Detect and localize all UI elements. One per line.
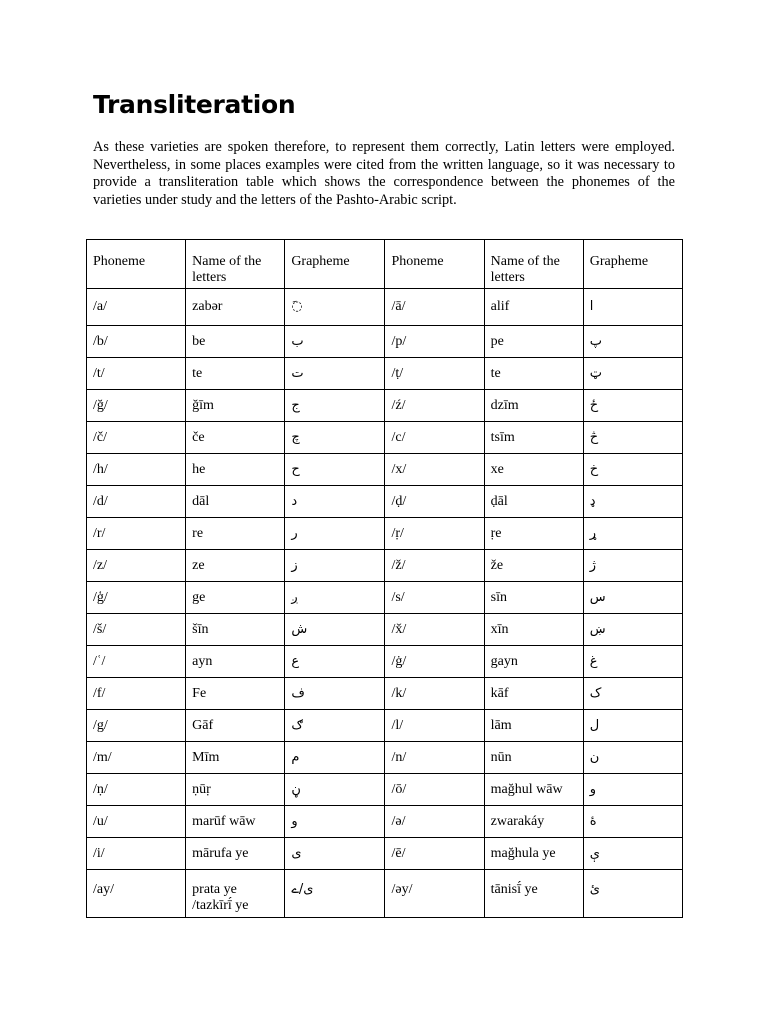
cell-letter-name: Mīm bbox=[186, 742, 285, 774]
cell-grapheme: َ◌ bbox=[285, 289, 385, 326]
cell-phoneme: /x̌/ bbox=[385, 614, 484, 646]
cell-phoneme: /l/ bbox=[385, 710, 484, 742]
cell-phoneme: /əy/ bbox=[385, 870, 484, 918]
cell-letter-name: pe bbox=[484, 326, 583, 358]
cell-phoneme: /ay/ bbox=[87, 870, 186, 918]
cell-grapheme: ئ bbox=[583, 870, 682, 918]
table-row bbox=[87, 646, 683, 678]
cell-phoneme: /g/ bbox=[87, 710, 186, 742]
cell-grapheme: ړ bbox=[583, 518, 682, 550]
cell-grapheme: ف bbox=[285, 678, 385, 710]
cell-letter-name: xīn bbox=[484, 614, 583, 646]
cell-letter-name: ayn bbox=[186, 646, 285, 678]
transliteration-table bbox=[86, 239, 683, 918]
cell-phoneme: /t/ bbox=[87, 358, 186, 390]
cell-grapheme: ښ bbox=[583, 614, 682, 646]
cell-phoneme: /h/ bbox=[87, 454, 186, 486]
cell-letter-name: alif bbox=[484, 289, 583, 326]
cell-grapheme: م bbox=[285, 742, 385, 774]
table-row bbox=[87, 390, 683, 422]
cell-letter-name: ze bbox=[186, 550, 285, 582]
cell-letter-name: lām bbox=[484, 710, 583, 742]
cell-phoneme: /x/ bbox=[385, 454, 484, 486]
cell-grapheme: ح bbox=[285, 454, 385, 486]
cell-phoneme: /ʿ/ bbox=[87, 646, 186, 678]
table-row bbox=[87, 838, 683, 870]
table-row bbox=[87, 710, 683, 742]
cell-phoneme: /ṇ/ bbox=[87, 774, 186, 806]
cell-phoneme: /ġ/ bbox=[385, 646, 484, 678]
cell-letter-name: prata ye /tazkīrī́ ye bbox=[186, 870, 285, 918]
cell-phoneme: /č/ bbox=[87, 422, 186, 454]
cell-grapheme: پ bbox=[583, 326, 682, 358]
table-row bbox=[87, 806, 683, 838]
cell-letter-name: dāl bbox=[186, 486, 285, 518]
cell-phoneme: /ģ/ bbox=[87, 582, 186, 614]
cell-phoneme: /d/ bbox=[87, 486, 186, 518]
cell-phoneme: /p/ bbox=[385, 326, 484, 358]
cell-grapheme: د bbox=[285, 486, 385, 518]
cell-grapheme: ږ bbox=[285, 582, 385, 614]
header-grapheme-2: Grapheme bbox=[583, 240, 682, 289]
cell-phoneme: /ź/ bbox=[385, 390, 484, 422]
table-header-row bbox=[87, 240, 683, 289]
table-row bbox=[87, 289, 683, 326]
cell-phoneme: /z/ bbox=[87, 550, 186, 582]
cell-grapheme: ی bbox=[285, 838, 385, 870]
cell-grapheme: ش bbox=[285, 614, 385, 646]
cell-phoneme: /u/ bbox=[87, 806, 186, 838]
table-row bbox=[87, 614, 683, 646]
cell-phoneme: /š/ bbox=[87, 614, 186, 646]
cell-grapheme: ع bbox=[285, 646, 385, 678]
cell-letter-name: he bbox=[186, 454, 285, 486]
table-row bbox=[87, 326, 683, 358]
cell-phoneme: /ā/ bbox=[385, 289, 484, 326]
table-row bbox=[87, 358, 683, 390]
cell-phoneme: /ṛ/ bbox=[385, 518, 484, 550]
cell-phoneme: /ō/ bbox=[385, 774, 484, 806]
cell-grapheme: ب bbox=[285, 326, 385, 358]
cell-grapheme: خ bbox=[583, 454, 682, 486]
cell-letter-name: marūf wāw bbox=[186, 806, 285, 838]
cell-grapheme: ګ bbox=[285, 710, 385, 742]
cell-grapheme: و bbox=[285, 806, 385, 838]
header-letter-name-2: Name of the letters bbox=[484, 240, 583, 289]
cell-letter-name: tsīm bbox=[484, 422, 583, 454]
cell-grapheme: س bbox=[583, 582, 682, 614]
table-row bbox=[87, 774, 683, 806]
cell-letter-name: ğīm bbox=[186, 390, 285, 422]
header-grapheme: Grapheme bbox=[285, 240, 385, 289]
cell-letter-name: re bbox=[186, 518, 285, 550]
table-row bbox=[87, 870, 683, 918]
cell-letter-name: ge bbox=[186, 582, 285, 614]
cell-grapheme: و bbox=[583, 774, 682, 806]
cell-letter-name: kāf bbox=[484, 678, 583, 710]
cell-grapheme: ټ bbox=[583, 358, 682, 390]
cell-phoneme: /n/ bbox=[385, 742, 484, 774]
cell-phoneme: /c/ bbox=[385, 422, 484, 454]
table-row bbox=[87, 550, 683, 582]
cell-phoneme: /ž/ bbox=[385, 550, 484, 582]
header-phoneme: Phoneme bbox=[87, 240, 186, 289]
cell-letter-name: be bbox=[186, 326, 285, 358]
cell-phoneme: /ə/ bbox=[385, 806, 484, 838]
cell-letter-name: zabər bbox=[186, 289, 285, 326]
cell-letter-name: zwarakáy bbox=[484, 806, 583, 838]
cell-grapheme: ۀ bbox=[583, 806, 682, 838]
cell-grapheme: ج bbox=[285, 390, 385, 422]
cell-letter-name: nūn bbox=[484, 742, 583, 774]
cell-letter-name: Gāf bbox=[186, 710, 285, 742]
cell-grapheme: ن bbox=[583, 742, 682, 774]
cell-phoneme: /i/ bbox=[87, 838, 186, 870]
table-row bbox=[87, 582, 683, 614]
cell-phoneme: /a/ bbox=[87, 289, 186, 326]
cell-phoneme: /b/ bbox=[87, 326, 186, 358]
cell-letter-name: mağhul wāw bbox=[484, 774, 583, 806]
cell-letter-name: ṇūṛ bbox=[186, 774, 285, 806]
cell-phoneme: /ē/ bbox=[385, 838, 484, 870]
cell-letter-name: če bbox=[186, 422, 285, 454]
table-row bbox=[87, 678, 683, 710]
table-row bbox=[87, 518, 683, 550]
table-body bbox=[87, 240, 683, 918]
cell-letter-name: ḍāl bbox=[484, 486, 583, 518]
cell-grapheme: ځ bbox=[583, 390, 682, 422]
cell-letter-name: mārufa ye bbox=[186, 838, 285, 870]
cell-grapheme: ر bbox=[285, 518, 385, 550]
cell-grapheme: چ bbox=[285, 422, 385, 454]
cell-grapheme: ڼ bbox=[285, 774, 385, 806]
cell-grapheme: ز bbox=[285, 550, 385, 582]
cell-letter-name: dzīm bbox=[484, 390, 583, 422]
cell-grapheme: ژ bbox=[583, 550, 682, 582]
cell-letter-name: te bbox=[484, 358, 583, 390]
cell-phoneme: /ḍ/ bbox=[385, 486, 484, 518]
table-row bbox=[87, 486, 683, 518]
page-title: Transliteration bbox=[93, 90, 296, 119]
header-letter-name: Name of the letters bbox=[186, 240, 285, 289]
intro-paragraph: As these varieties are spoken therefore, to represent them correctly, Latin letters were employed. Nevertheless, in some places examples were cited from the written language, so it was necessary to provide a transliteration table which shows the correspondence between the phonemes of the varieties under study and the letters of the Pashto-Arabic script. bbox=[93, 139, 675, 208]
cell-phoneme: /s/ bbox=[385, 582, 484, 614]
cell-letter-name: že bbox=[484, 550, 583, 582]
cell-phoneme: /m/ bbox=[87, 742, 186, 774]
cell-letter-name: tānisī́ ye bbox=[484, 870, 583, 918]
cell-letter-name: xe bbox=[484, 454, 583, 486]
cell-letter-name: gayn bbox=[484, 646, 583, 678]
table-row bbox=[87, 454, 683, 486]
cell-phoneme: /ğ/ bbox=[87, 390, 186, 422]
table-row bbox=[87, 422, 683, 454]
cell-grapheme: ډ bbox=[583, 486, 682, 518]
cell-grapheme: ل bbox=[583, 710, 682, 742]
cell-grapheme: ک bbox=[583, 678, 682, 710]
cell-phoneme: /k/ bbox=[385, 678, 484, 710]
cell-letter-name: sīn bbox=[484, 582, 583, 614]
cell-letter-name: te bbox=[186, 358, 285, 390]
cell-grapheme: څ bbox=[583, 422, 682, 454]
cell-grapheme: غ bbox=[583, 646, 682, 678]
cell-grapheme: ی/ے bbox=[285, 870, 385, 918]
cell-phoneme: /f/ bbox=[87, 678, 186, 710]
cell-letter-name: šīn bbox=[186, 614, 285, 646]
cell-phoneme: /r/ bbox=[87, 518, 186, 550]
header-phoneme-2: Phoneme bbox=[385, 240, 484, 289]
cell-letter-name: mağhula ye bbox=[484, 838, 583, 870]
cell-grapheme: ت bbox=[285, 358, 385, 390]
cell-grapheme: ا bbox=[583, 289, 682, 326]
cell-letter-name: ṛe bbox=[484, 518, 583, 550]
cell-letter-name: Fe bbox=[186, 678, 285, 710]
table-row bbox=[87, 742, 683, 774]
cell-phoneme: /ṭ/ bbox=[385, 358, 484, 390]
cell-grapheme: ې bbox=[583, 838, 682, 870]
